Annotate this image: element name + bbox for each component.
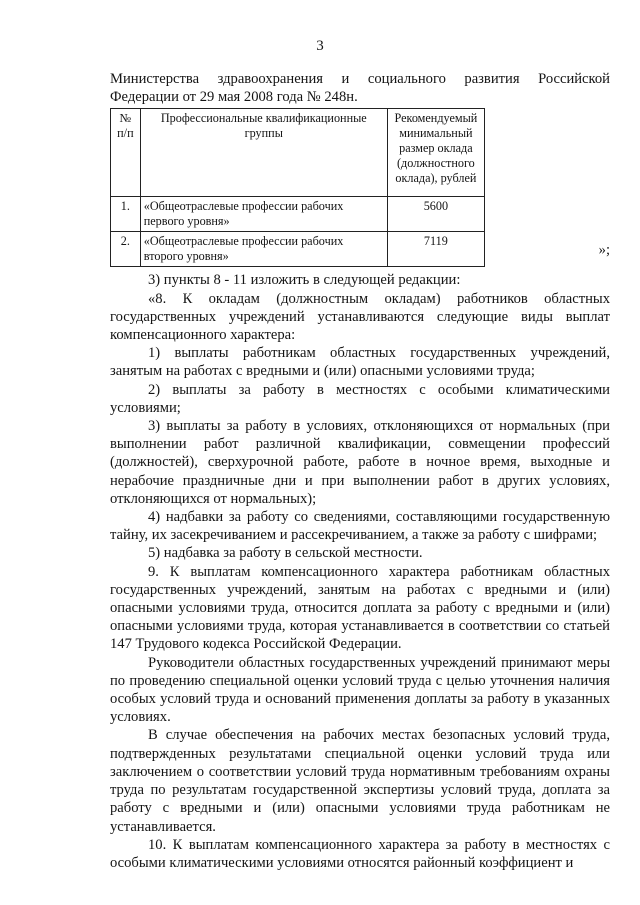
header-salary: Рекомендуемый минимальный размер оклада (должностного оклада), рублей bbox=[387, 109, 484, 197]
table-closing-quote: »; bbox=[598, 242, 610, 259]
row-group: «Общеотраслевые профессии рабочих второго уровня» bbox=[140, 232, 387, 267]
paragraph: 2) выплаты за работу в местностях с особыми климатическими условиями; bbox=[110, 381, 610, 416]
header-group: Профессиональные квалификационные группы bbox=[140, 109, 387, 197]
paragraph: В случае обеспечения на рабочих местах безопасных условий труда, подтвержденных результатами специальной оценки условий труда или заключением о соответствии условий труда нормативным требованиям охраны труда по результатам государственной экспертизы условий труда, доплата за работу с вредными и (или) опасными условиями труда работникам не устанавливается. bbox=[110, 727, 610, 835]
table-row bbox=[111, 232, 485, 267]
row-group: «Общеотраслевые профессии рабочих первого уровня» bbox=[140, 197, 387, 232]
row-num: 1. bbox=[111, 197, 141, 232]
salary-table-wrap bbox=[110, 108, 610, 267]
paragraph: 9. К выплатам компенсационного характера работникам областных государственных учреждений, занятым на работах с вредными и (или) опасными условиями труда, относится доплата за работу с вредными и (или) опасными условиями труда, которая устанавливается в соответствии со статьей 147 Трудового кодекса Российской Федерации. bbox=[110, 563, 610, 653]
intro-line-2: Федерации от 29 мая 2008 года № 248н. bbox=[110, 89, 358, 106]
row-salary: 5600 bbox=[387, 197, 484, 232]
paragraph: 3) пункты 8 - 11 изложить в следующей редакции: bbox=[148, 272, 461, 289]
header-num: № п/п bbox=[111, 109, 141, 197]
table-row bbox=[111, 197, 485, 232]
paragraph: 4) надбавки за работу со сведениями, составляющими государственную тайну, их засекречиванием и рассекречиванием, а также за работу с шифрами; bbox=[110, 509, 610, 544]
paragraph: 1) выплаты работникам областных государственных учреждений, занятым на работах с вредными и (или) опасными условиями труда; bbox=[110, 345, 610, 380]
intro-line-1: Министерства здравоохранения и социального развития Российской bbox=[110, 71, 610, 87]
paragraph: 3) выплаты за работу в условиях, отклоняющихся от нормальных (при выполнении работ различной квалификации, совмещении профессий (должностей), сверхурочной работе, работе в ночное время, выходные и нерабочие праздничные дни и при выполнении работ в других условиях, отклоняющихся от нормальных); bbox=[110, 418, 610, 507]
paragraph: Руководители областных государственных учреждений принимают меры по проведению специальной оценки условий труда с целью уточнения наличия особых условий труда и оснований применения доплаты за работу в указанных условиях. bbox=[110, 654, 610, 726]
salary-table bbox=[110, 108, 485, 267]
page-number: 3 bbox=[316, 38, 324, 54]
row-num: 2. bbox=[111, 232, 141, 267]
row-salary: 7119 bbox=[387, 232, 484, 267]
paragraph: «8. К окладам (должностным окладам) работников областных государственных учреждений устанавливаются следующие виды выплат компенсационного характера: bbox=[110, 290, 610, 344]
paragraph: 5) надбавка за работу в сельской местности. bbox=[148, 545, 423, 562]
table-header-row bbox=[111, 109, 485, 197]
paragraph: 10. К выплатам компенсационного характера за работу в местностях с особыми климатическими условиями относятся районный коэффициент и bbox=[110, 836, 610, 871]
document-body bbox=[110, 70, 610, 872]
